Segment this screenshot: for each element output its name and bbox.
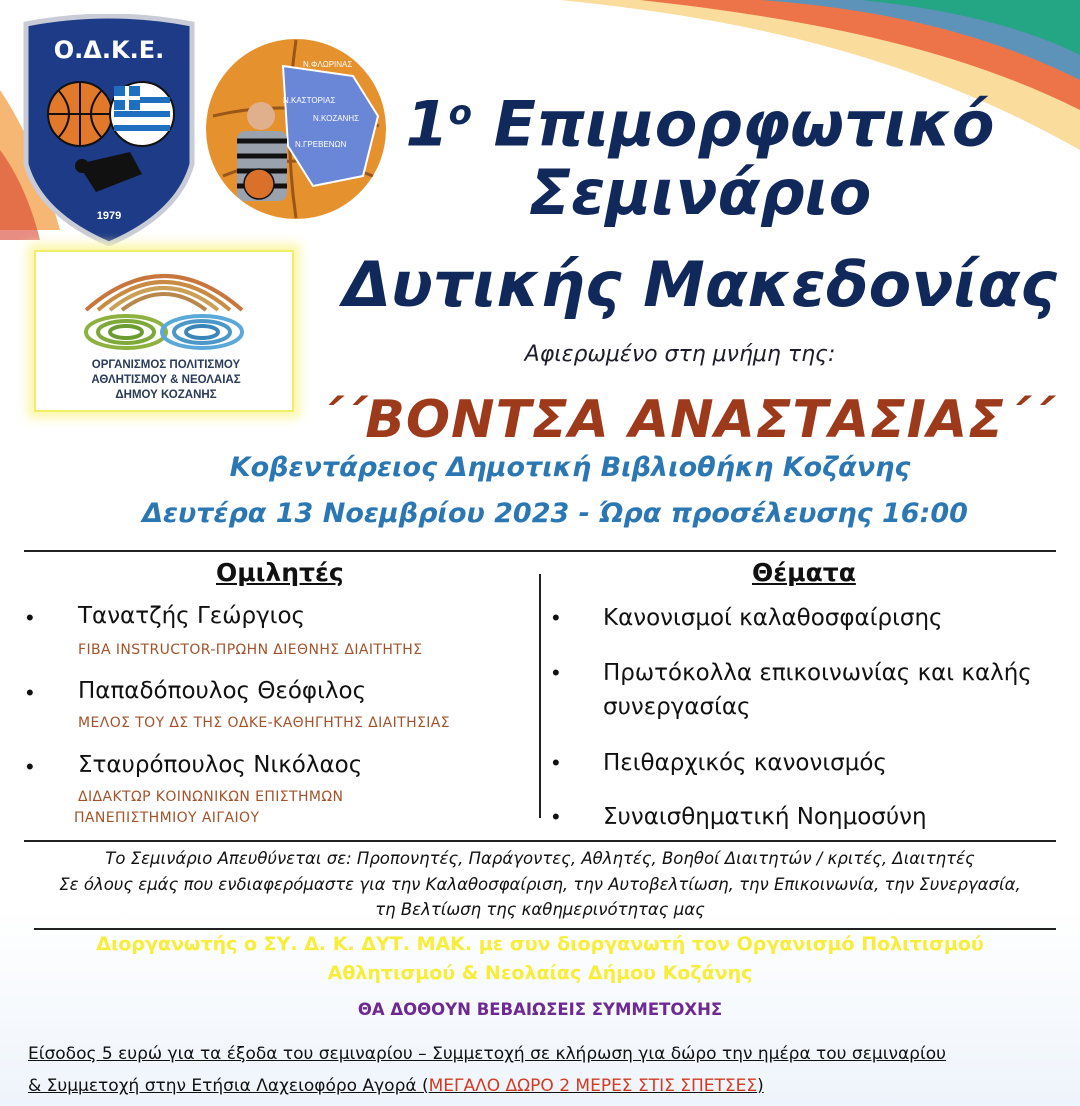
map-label-kozani: Ν.ΚΟΖΑΝΗΣ [313,114,360,123]
speaker-name: Παπαδόπουλος Θεόφιλος [78,678,367,704]
title-line-1-text: Επιμορφωτικό [472,87,995,161]
municipal-line-1: ΟΡΓΑΝΙΣΜΟΣ ΠΟΛΙΤΙΣΜΟΥ [91,359,241,371]
rings-emblem [36,252,292,356]
municipal-organization-name [36,358,296,403]
organizer-line-2: Αθλητισμού & Νεολαίας Δήμου Κοζάνης [327,962,753,984]
audience-line-2: Σε όλους εμάς που ενδιαφερόμαστε για την Καλαθοσφαίριση, την Αυτοβελτίωση, την Επικοινωνία, την Συνεργασία, [59,875,1021,894]
bullet: • [26,680,34,705]
speaker-role: ΠΑΝΕΠΙΣΤΗΜΙΟΥ ΑΙΓΑΙΟΥ [74,810,260,826]
divider-middle [24,840,1056,842]
grand-prize-text: ΜΕΓΑΛΟ ΔΩΡΟ 2 ΜΕΡΕΣ ΣΤΙΣ ΣΠΕΤΣΕΣ [428,1076,758,1096]
divider-top [24,550,1056,552]
honoree-name: ΄΄ΒΟΝΤΣΑ ΑΝΑΣΤΑΣΙΑΣ΄΄ [317,390,1053,450]
bullet: • [26,605,34,630]
municipal-organization-logo [34,250,294,412]
column-divider [539,574,541,818]
entry-line-2-start: & Συμμετοχή στην Ετήσια Λαχειοφόρο Αγορά ( [28,1076,429,1096]
odke-title: Ο.Δ.Κ.Ε. [53,36,165,64]
title-number: 1 [405,87,449,161]
bullet: • [552,605,560,630]
topic-item: Συναισθηματική Νοημοσύνη [603,804,927,830]
venue-text: Κοβεντάρειος Δημοτική Βιβλιοθήκη Κοζάνης [229,452,911,483]
certificates-notice: ΘΑ ΔΟΘΟΥΝ ΒΕΒΑΙΩΣΕΙΣ ΣΥΜΜΕΤΟΧΗΣ [357,1000,723,1019]
speaker-role: ΜΕΛΟΣ ΤΟΥ ΔΣ ΤΗΣ ΟΔΚΕ-ΚΑΘΗΓΗΤΗΣ ΔΙΑΙΤΗΣΙΑΣ [78,715,451,731]
speaker-name: Τανατζής Γεώργιος [78,603,306,629]
speakers-heading: Ομιλητές [216,558,344,587]
title-line-2: Σεμινάριο [528,156,872,229]
title-line-3: Δυτικής Μακεδονίας [343,248,1057,321]
topics-heading: Θέματα [752,558,856,587]
bullet: • [552,750,560,775]
bullet: • [552,804,560,829]
divider-bottom [34,928,1056,930]
map-label-kastoria: Ν.ΚΑΣΤΟΡΙΑΣ [283,96,336,105]
bullet: • [26,754,34,779]
organizer-line-1: Διοργανωτής ο ΣΥ. Δ. Κ. ΔΥΤ. ΜΑΚ. με συν διοργανωτή τον Οργανισμό Πολιτισμού [96,933,984,955]
topic-item: συνεργασίας [603,694,751,720]
title-ordinal: ο [448,93,472,133]
map-label-florina: Ν.ΦΛΩΡΙΝΑΣ [303,60,353,69]
audience-line-1: Το Σεμινάριο Απευθύνεται σε: Προπονητές, Παράγοντες, Αθλητές, Βοηθοί Διαιτητών / κριτές, Διαιτητές [105,849,975,868]
topic-item: Κανονισμοί καλαθοσφαίρισης [603,605,943,631]
odke-shield-logo [18,14,200,246]
referees-association-logo [203,36,389,222]
date-time-text: Δευτέρα 13 Νοεμβρίου 2023 - Ώρα προσέλευσης 16:00 [142,498,968,529]
entry-line-1: Είσοδος 5 ευρώ για τα έξοδα του σεμιναρίου – Συμμετοχή σε κλήρωση για δώρο την ημέρα του σεμιναρίου [28,1044,946,1064]
dedication-text: Αφιερωμένο στη μνήμη της: [524,342,836,367]
speaker-role: FIBA INSTRUCTOR-ΠΡΩΗΝ ΔΙΕΘΝΗΣ ΔΙΑΙΤΗΤΗΣ [78,642,423,658]
map-label-grevena: Ν.ΓΡΕΒΕΝΩΝ [295,140,347,149]
bullet: • [552,660,560,685]
municipal-line-3: ΔΗΜΟΥ ΚΟΖΑΝΗΣ [115,389,217,401]
speaker-name: Σταυρόπουλος Νικόλαος [78,752,363,778]
speaker-role: ΔΙΔΑΚΤΩΡ ΚΟΙΝΩΝΙΚΩΝ ΕΠΙΣΤΗΜΩΝ [78,789,344,805]
topic-item: Πειθαρχικός κανονισμός [603,750,887,776]
topic-item: Πρωτόκολλα επικοινωνίας και καλής [603,660,1032,686]
odke-year: 1979 [96,210,122,222]
municipal-line-2: ΑΘΛΗΤΙΣΜΟΥ & ΝΕΟΛΑΙΑΣ [91,374,241,386]
entry-line-2-end: ) [757,1076,764,1096]
audience-line-3: τη Βελτίωση της καθημερινότητας μας [375,900,705,919]
entry-line-2 [28,1076,1058,1096]
